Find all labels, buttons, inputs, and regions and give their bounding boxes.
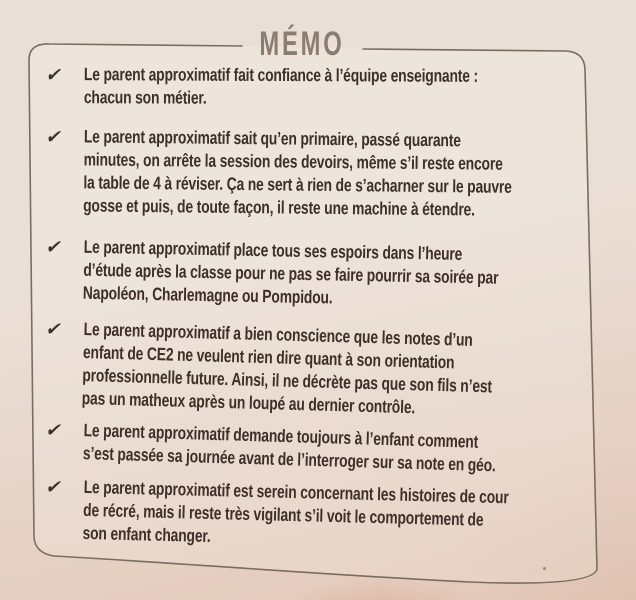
checkmark-icon: ✔ — [43, 476, 65, 499]
checkmark-icon: ✔ — [43, 419, 65, 442]
memo-item-text: Le parent approximatif place tous ses espoirs dans l’heure d’étude après la classe pour ne pas se faire pourrir sa soirée par Napoléon, Charlemagne ou Pompidou. — [82, 236, 499, 308]
memo-item — [44, 317, 576, 424]
memo-item — [43, 235, 577, 314]
checkmark-icon: ✔ — [44, 64, 65, 87]
checkmark-icon: ✔ — [44, 126, 65, 149]
paper-speck — [543, 567, 546, 570]
memo-item — [44, 63, 577, 111]
memo-item-text: Le parent approximatif fait confiance à l’équipe enseignante : chacun son métier. — [83, 64, 479, 108]
memo-title: MÉMO — [259, 25, 345, 63]
memo-item-text: Le parent approximatif est serein concernant les histoires de cour de récré, mais il reste très vigilant s’il voit le comportement de son enfant changer. — [82, 476, 509, 547]
checkmark-icon: ✔ — [43, 318, 65, 341]
memo-list — [43, 63, 577, 547]
memo-item-text: Le parent approximatif demande toujours à l’enfant comment s’est passée sa journée avant de l’interroger sur sa note en géo. — [82, 420, 496, 476]
memo-item — [45, 475, 577, 557]
memo-item — [43, 418, 577, 480]
memo-item — [46, 125, 577, 223]
memo-item-text: Le parent approximatif a bien conscience que les notes d’un enfant de CE2 ne veulent rien dire quant à son orientation professionnelle future. Ainsi, il ne décrète pas que son fils n’est pas un matheux après un loupé au dernier contrôle. — [81, 319, 493, 418]
memo-item-text: Le parent approximatif sait qu’en primaire, passé quarante minutes, on arrête la session des devoirs, même s’il reste encore la table de 4 à réviser. Ça ne sert à rien de s’acharner sur le pauvre gosse et puis, de toute façon, il reste une machine à étendre. — [83, 126, 512, 220]
checkmark-icon: ✔ — [43, 236, 65, 259]
